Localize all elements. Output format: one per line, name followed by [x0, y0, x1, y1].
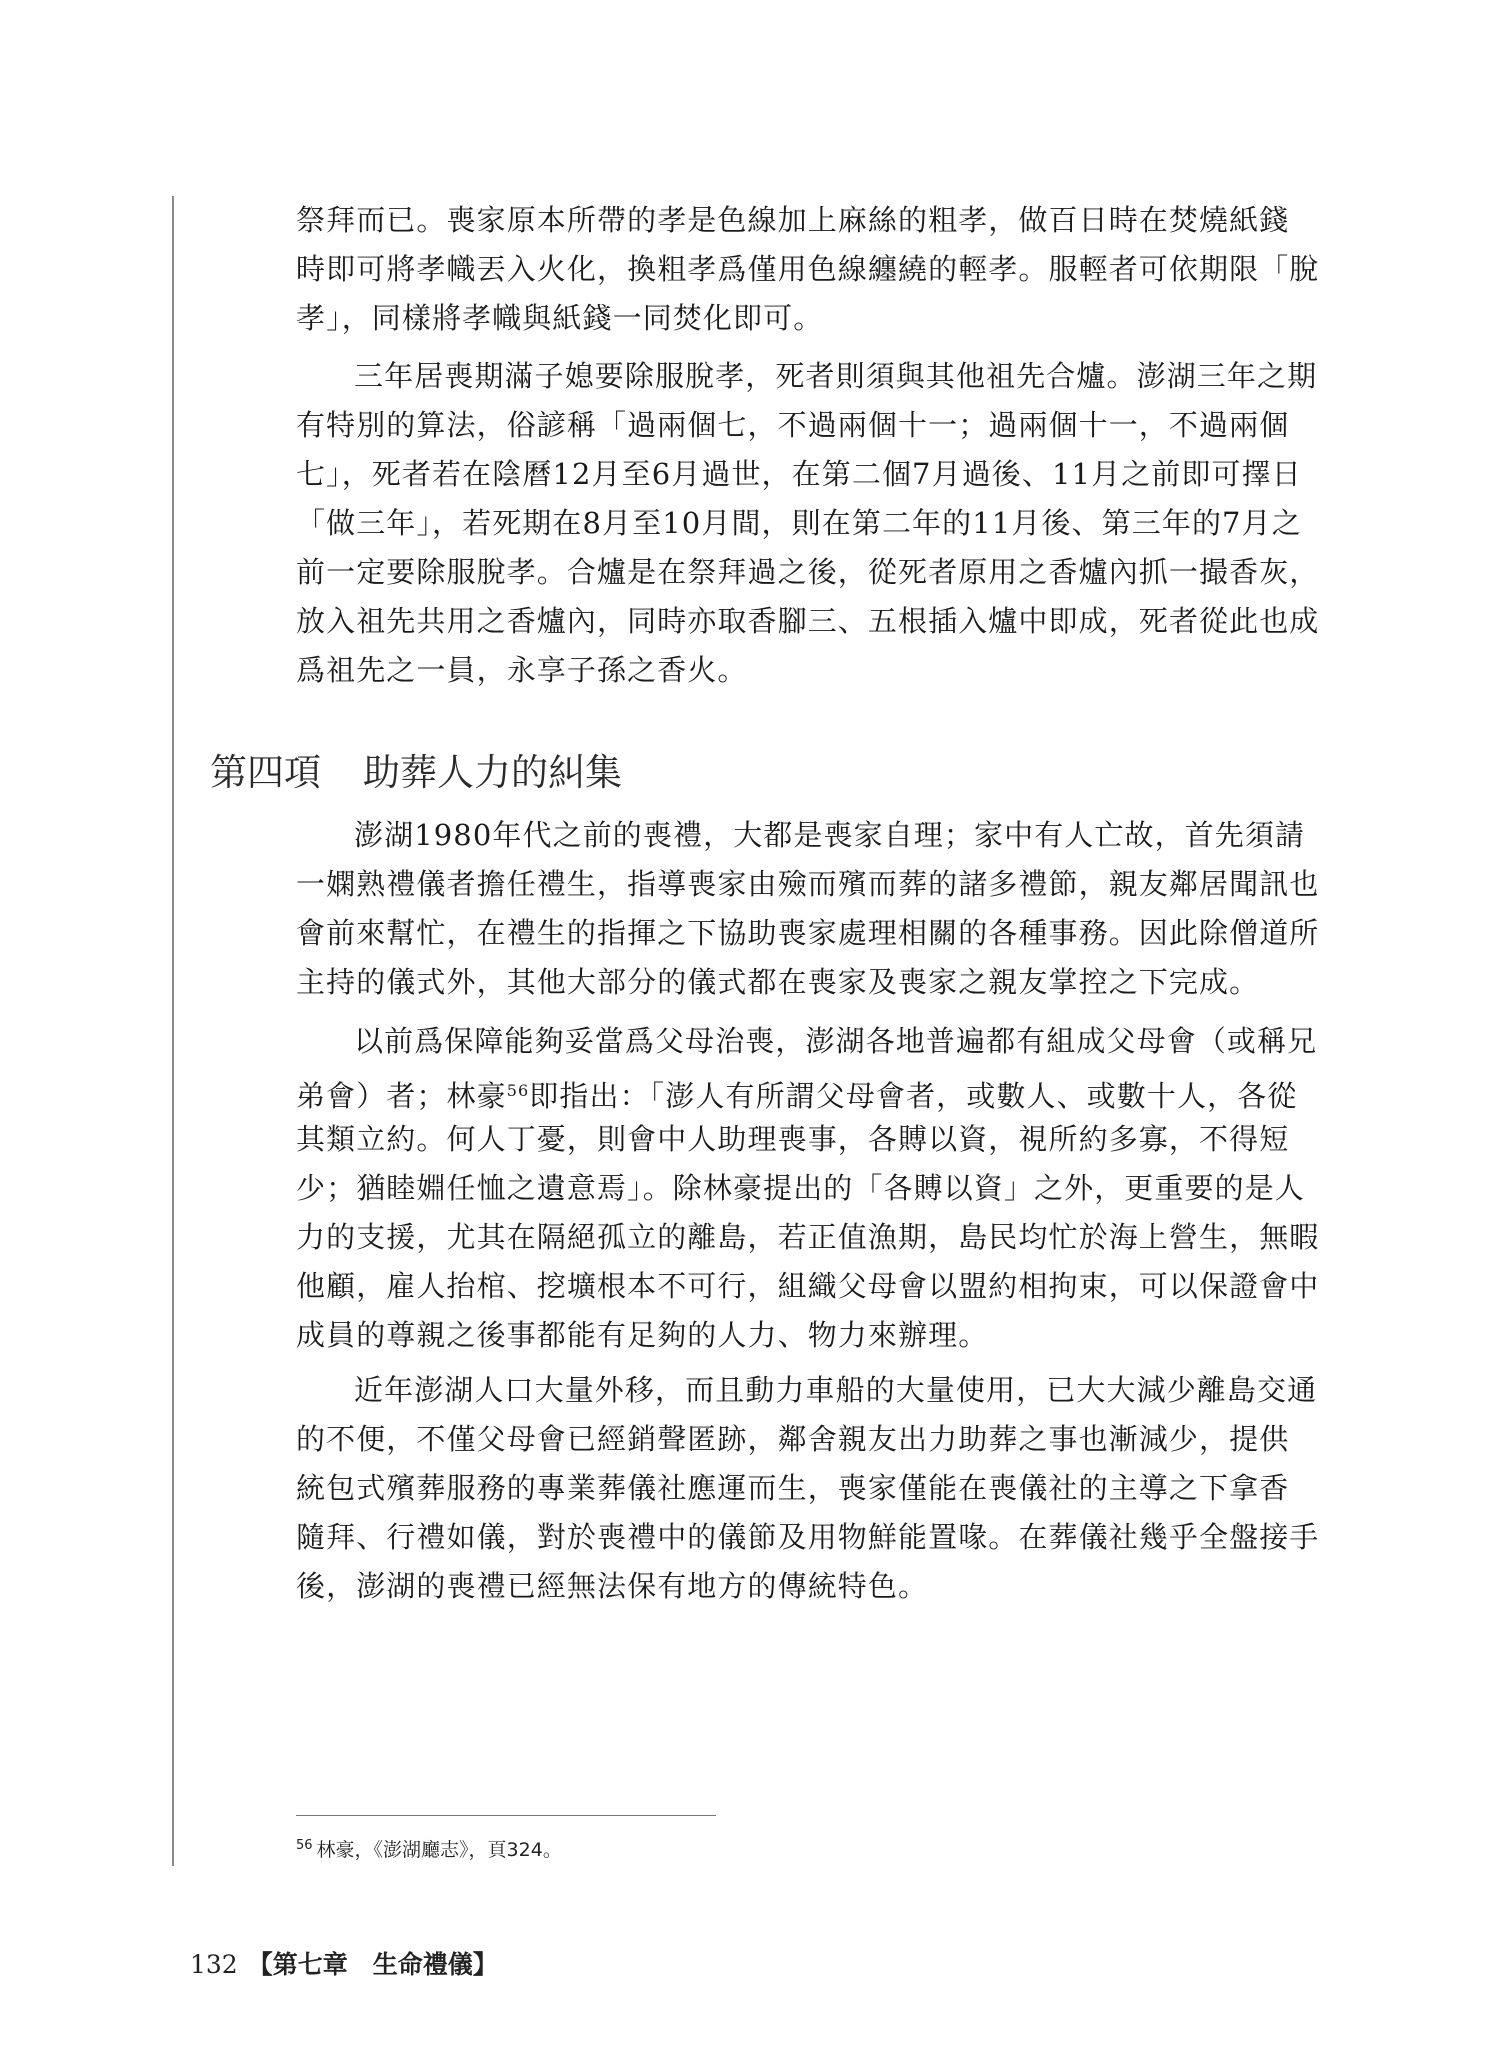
paragraph-5 — [296, 1366, 1320, 1611]
text-line: 三年居喪期滿子媳要除服脫孝，死者則須與其他祖先合爐。澎湖三年之期 — [354, 359, 1318, 393]
section-title: 助葬人力的糾集 — [363, 751, 622, 794]
text-line: 放入祖先共用之香爐內，同時亦取香腳三、五根插入爐中即成，死者從此也成 — [296, 604, 1320, 638]
paragraph-1 — [296, 196, 1320, 343]
section-number: 第四項 — [210, 751, 321, 794]
margin-rule — [172, 196, 174, 1866]
text-line: 他顧，雇人抬棺、挖壙根本不可行，組織父母會以盟約相拘束，可以保證會中 — [296, 1269, 1320, 1303]
footnote-number: 56 — [296, 1838, 313, 1853]
text-line: 一嫻熟禮儀者擔任禮生，指導喪家由殮而殯而葬的諸多禮節，親友鄰居聞訊也 — [296, 867, 1320, 901]
text-line: 前一定要除服脫孝。合爐是在祭拜過之後，從死者原用之香爐內抓一撮香灰， — [296, 555, 1320, 589]
paragraph-4 — [296, 1017, 1320, 1360]
paragraph-3 — [296, 811, 1320, 1007]
paragraph-2 — [296, 352, 1320, 695]
text-line — [296, 1066, 1312, 1115]
text-line: 爲祖先之一員，永享子孫之香火。 — [296, 653, 748, 687]
text-line: 其類立約。何人丁憂，則會中人助理喪事，各賻以資，視所約多寡，不得短 — [296, 1122, 1290, 1156]
text-line: 後，澎湖的喪禮已經無法保有地方的傳統特色。 — [296, 1569, 929, 1603]
text-line: 孝」，同樣將孝幟與紙錢一同焚化即可。 — [296, 301, 824, 335]
text-line: 隨拜、行禮如儀，對於喪禮中的儀節及用物鮮能置喙。在葬儀社幾乎全盤接手 — [296, 1520, 1320, 1554]
text-line: 祭拜而已。喪家原本所帶的孝是色線加上麻絲的粗孝，做百日時在焚燒紙錢 — [296, 203, 1290, 237]
text-line: 的不便，不僅父母會已經銷聲匿跡，鄰舍親友出力助葬之事也漸減少，提供 — [296, 1422, 1290, 1456]
section-heading — [210, 748, 622, 798]
page-number: 132 — [190, 1950, 238, 1979]
text-line: 主持的儀式外，其他大部分的儀式都在喪家及喪家之親友掌控之下完成。 — [296, 965, 1260, 999]
text-segment: 弟會）者；林豪 — [296, 1079, 507, 1113]
text-line: 成員的尊親之後事都能有足夠的人力、物力來辦理。 — [296, 1318, 989, 1352]
text-line: 力的支援，尤其在隔絕孤立的離島，若正值漁期，島民均忙於海上營生，無暇 — [296, 1220, 1320, 1254]
text-line: 會前來幫忙，在禮生的指揮之下協助喪家處理相關的各種事務。因此除僧道所 — [296, 916, 1320, 950]
text-line: 「做三年」，若死期在8月至10月間，則在第二年的11月後、第三年的7月之 — [296, 506, 1302, 540]
text-line: 有特別的算法，俗諺稱「過兩個七，不過兩個十一；過兩個十一，不過兩個 — [296, 408, 1290, 442]
text-line: 時即可將孝幟丟入火化，換粗孝爲僅用色線纏繞的輕孝。服輕者可依期限「脫 — [296, 252, 1320, 286]
footnote-reference: 56 — [506, 1081, 530, 1100]
text-line: 近年澎湖人口大量外移，而且動力車船的大量使用，已大大減少離島交通 — [354, 1373, 1318, 1407]
chapter-title: 【第七章 生命禮儀】 — [247, 1950, 498, 1979]
footnote-divider — [296, 1815, 716, 1816]
footnote-text: 林豪，《澎湖廳志》，頁324。 — [316, 1839, 562, 1861]
text-line: 以前爲保障能夠妥當爲父母治喪，澎湖各地普遍都有組成父母會（或稱兄 — [354, 1024, 1318, 1058]
page-footer — [190, 1948, 498, 1982]
text-line: 少；猶睦婣任恤之遺意焉」。除林豪提出的「各賻以資」之外，更重要的是人 — [296, 1171, 1305, 1205]
text-line: 七」，死者若在陰曆12月至6月過世，在第二個7月過後、11月之前即可擇日 — [296, 457, 1302, 491]
footnote — [296, 1832, 562, 1864]
text-segment: 即指出：「澎人有所謂父母會者，或數人、或數十人，各從 — [529, 1079, 1298, 1113]
text-line: 澎湖1980年代之前的喪禮，大都是喪家自理；家中有人亡故，首先須請 — [354, 818, 1306, 852]
text-line: 統包式殯葬服務的專業葬儀社應運而生，喪家僅能在喪儀社的主導之下拿香 — [296, 1471, 1290, 1505]
